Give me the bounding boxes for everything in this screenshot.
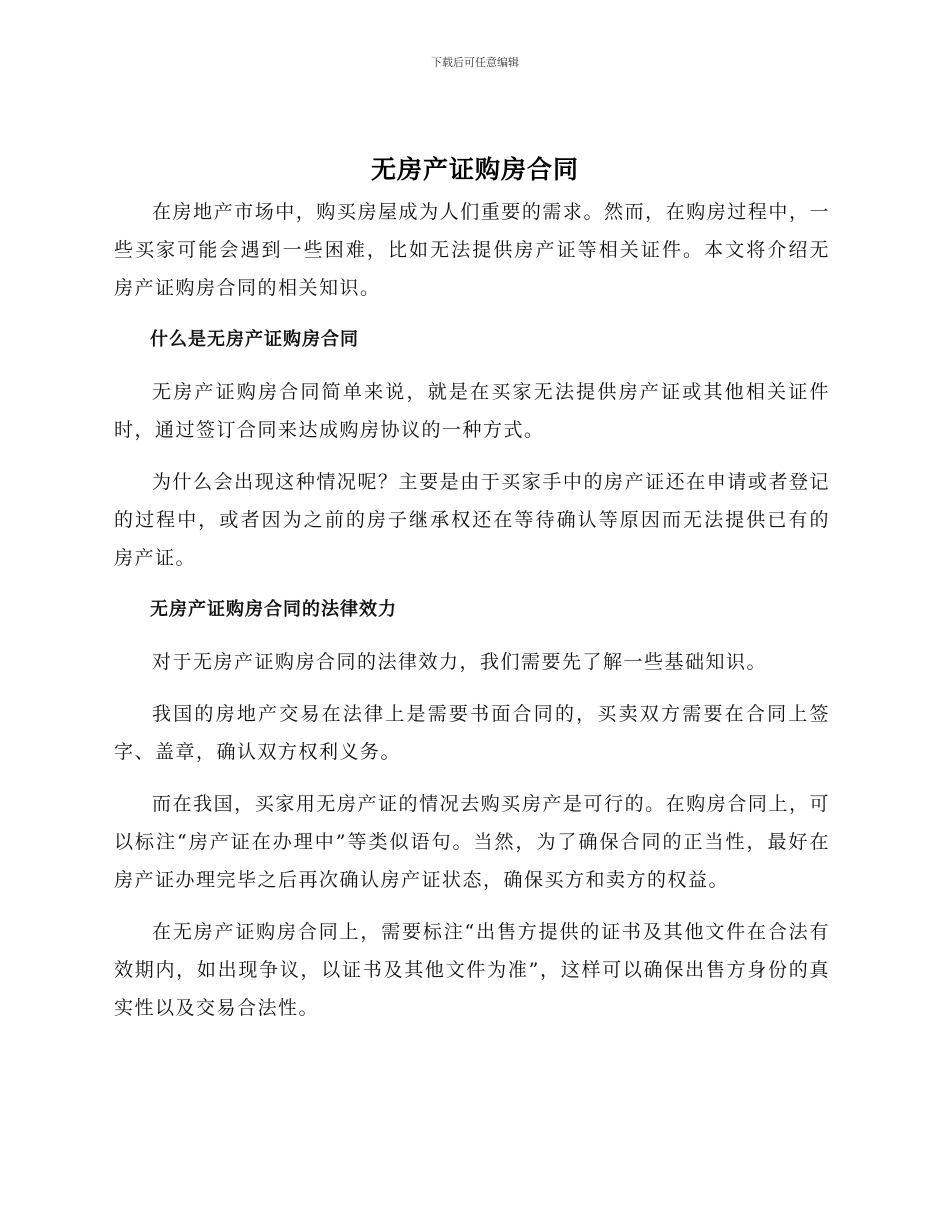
document-body bbox=[114, 193, 830, 1041]
document-title: 无房产证购房合同 bbox=[370, 155, 579, 184]
section-heading-legal-effect: 无房产证购房合同的法律效力 bbox=[150, 599, 397, 620]
header-note: 下载后可任意编辑 bbox=[431, 56, 519, 69]
paragraph-annotation: 在无房产证购房合同上，需要标注“出售方提供的证书及其他文件在合法有效期内，如出现争议，以证书及其他文件为准”，这样可以确保出售方身份的真实性以及交易合法性。 bbox=[114, 921, 830, 1019]
paragraph-written-contract: 我国的房地产交易在法律上是需要书面合同的，买卖双方需要在合同上签字、盖章，确认双方权利义务。 bbox=[114, 703, 830, 763]
paragraph-definition: 无房产证购房合同简单来说，就是在买家无法提供房产证或其他相关证件时，通过签订合同来达成购房协议的一种方式。 bbox=[114, 381, 830, 441]
section-heading-definition: 什么是无房产证购房合同 bbox=[150, 329, 359, 350]
paragraph-reasons: 为什么会出现这种情况呢？主要是由于买家手中的房产证还在申请或者登记的过程中，或者因为之前的房子继承权还在等待确认等原因而无法提供已有的房产证。 bbox=[114, 471, 830, 569]
paragraph-feasibility: 而在我国，买家用无房产证的情况去购买房产是可行的。在购房合同上，可以标注“房产证在办理中”等类似语句。当然，为了确保合同的正当性，最好在房产证办理完毕之后再次确认房产证状态，确保买方和卖方的权益。 bbox=[114, 793, 830, 891]
paragraph-basics: 对于无房产证购房合同的法律效力，我们需要先了解一些基础知识。 bbox=[152, 651, 768, 673]
paragraph-intro: 在房地产市场中，购买房屋成为人们重要的需求。然而，在购房过程中，一些买家可能会遇到一些困难，比如无法提供房产证等相关证件。本文将介绍无房产证购房合同的相关知识。 bbox=[114, 201, 830, 299]
